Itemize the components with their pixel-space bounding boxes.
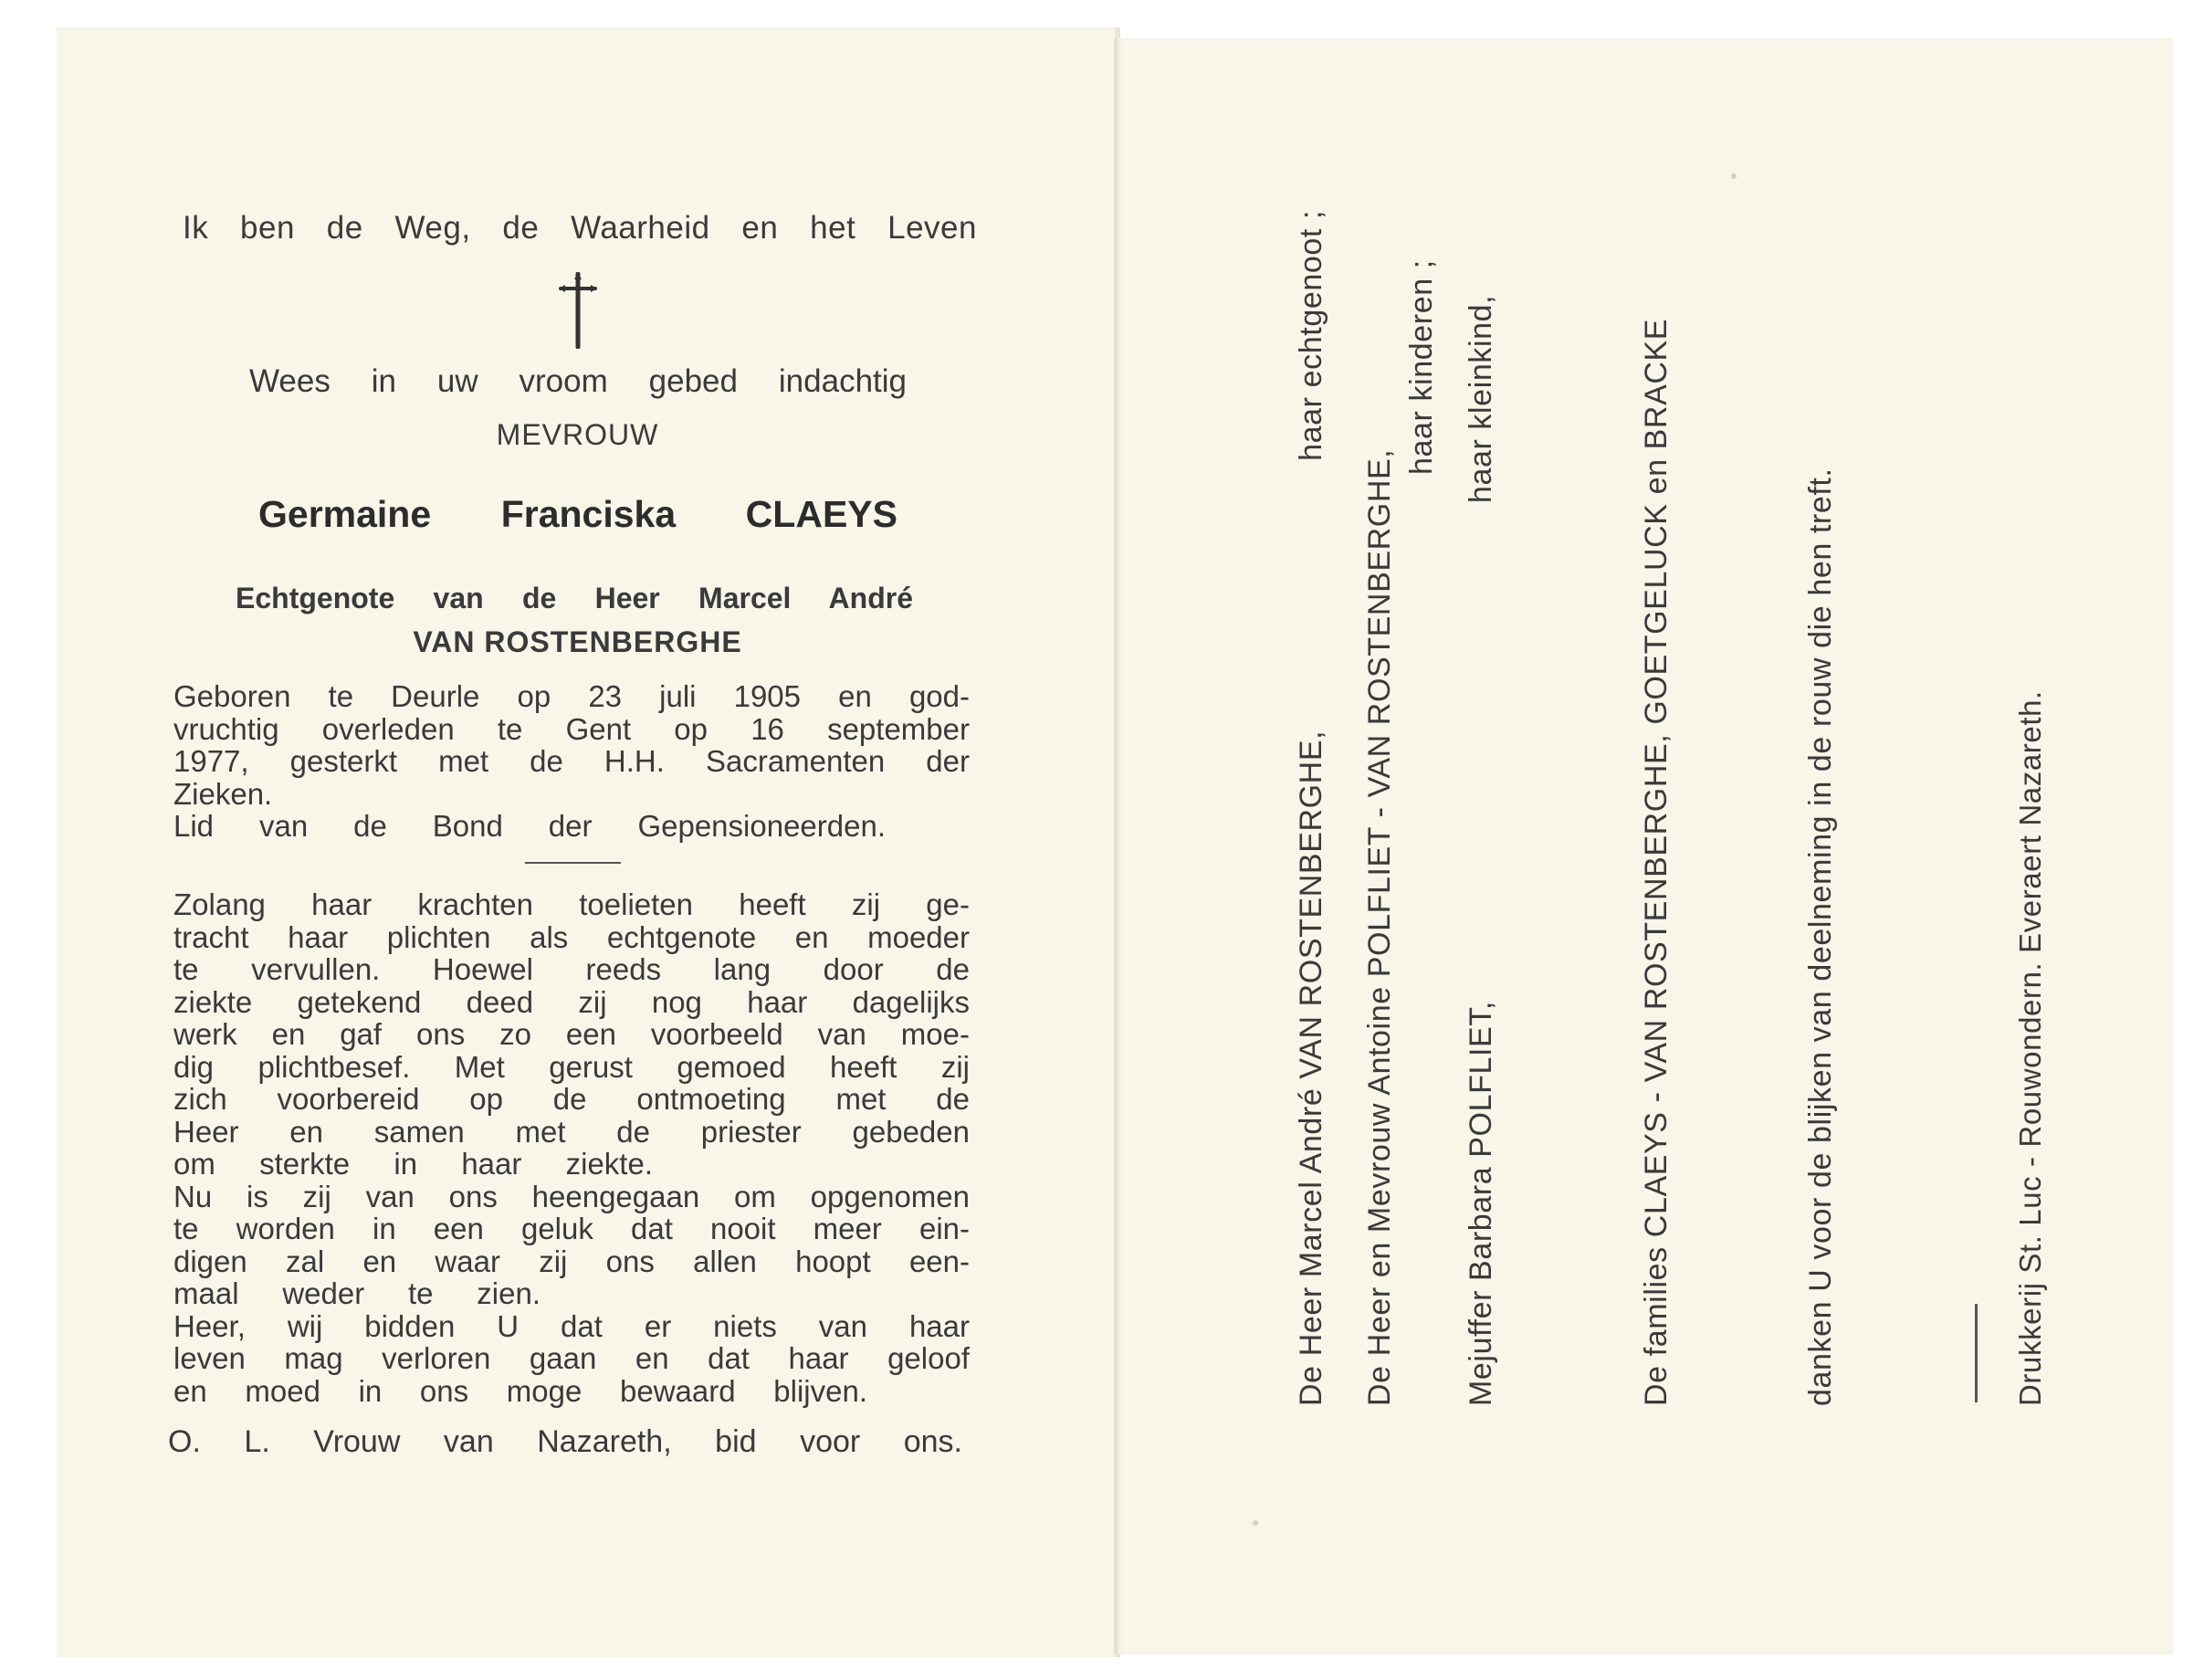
text-line: Lid van de Bond der Gepensioneerden.: [173, 809, 886, 843]
text-line: te worden in een geluk dat nooit meer ein-: [173, 1212, 970, 1245]
text-line: leven mag verloren gaan en dat haar geloof: [173, 1341, 970, 1375]
family-line-husband: [1294, 210, 1329, 1406]
text-line: Heer en samen met de priester gebeden: [173, 1114, 970, 1149]
family-line-children: [1362, 449, 1398, 1406]
text-line: Heer, wij bidden U dat er niets van haar: [173, 1308, 970, 1343]
memorial-paragraph: [173, 888, 970, 1407]
bible-motto: Ik ben de Weg, de Waarheid en het Leven: [183, 210, 977, 246]
children-names: De Heer en Mevrouw Antoine POLFLIET - VAN ROSTENBERGHE,: [1362, 448, 1397, 1406]
grandchild-name: Mejuffer Barbara POLFLIET,: [1464, 1001, 1498, 1406]
text-line: maal weder te zien.: [173, 1276, 541, 1310]
children-role: haar kinderen ;: [1404, 259, 1439, 475]
spouse-line-2: VAN ROSTENBERGHE: [413, 625, 742, 658]
prayer-line: Wees in uw vroom gebed indachtig: [249, 363, 907, 399]
text-line: Zolang haar krachten toelieten heeft zij ge-: [173, 887, 970, 921]
text-line: Zieken.: [173, 776, 273, 811]
text-line: zich voorbereid op de ontmoeting met de: [173, 1082, 970, 1116]
divider-line: [525, 862, 621, 864]
husband-name: De Heer Marcel André VAN ROSTENBERGHE,: [1294, 730, 1328, 1406]
printer-credit: Drukkerij St. Luc - Rouwondern. Everaert Nazareth.: [2013, 690, 2047, 1406]
grandchild-role: haar kleinkind,: [1464, 294, 1498, 504]
text-line: 1977, gesterkt met de H.H. Sacramenten der: [173, 744, 970, 778]
text-line: ziekte getekend deed zij nog haar dagelijks: [173, 984, 970, 1019]
paper-spot: [1253, 1520, 1258, 1526]
deceased-name: Germaine Franciska CLAEYS: [258, 493, 897, 535]
families-line: De families CLAEYS - VAN ROSTENBERGHE, GOETGELUCK en BRACKE: [1639, 318, 1674, 1406]
thanks-line: danken U voor de blijken van deelneming in de rouw die hen treft.: [1803, 467, 1838, 1406]
text-line: digen zal en waar zij ons allen hoopt een-: [173, 1244, 970, 1278]
text-line: vruchtig overleden te Gent op 16 september: [173, 711, 970, 746]
husband-role: haar echtgenoot ;: [1294, 209, 1328, 461]
birth-death-paragraph: [173, 680, 970, 843]
text-line: om sterkte in haar ziekte.: [173, 1147, 653, 1181]
text-line: en moed in ons moge bewaard blijven.: [173, 1373, 867, 1408]
text-line: tracht haar plichten als echtgenote en moeder: [173, 919, 970, 954]
paper-spot: [1731, 173, 1737, 179]
family-line-grandchild: [1464, 295, 1499, 1406]
card-fold: [1116, 27, 1118, 1657]
closing-invocation: O. L. Vrouw van Nazareth, bid voor ons.: [168, 1424, 962, 1459]
spouse-line-1: Echtgenote van de Heer Marcel André: [236, 582, 913, 614]
text-line: dig plichtbesef. Met gerust gemoed heeft zij: [173, 1049, 970, 1084]
text-line: Nu is zij van ons heengegaan om opgenomen: [173, 1179, 970, 1213]
text-line: werk en gaf ons zo een voorbeeld van moe-: [173, 1017, 970, 1051]
cross-icon: [557, 272, 599, 349]
text-line: te vervullen. Hoewel reeds lang door de: [173, 952, 970, 986]
divider-line: [1975, 1304, 1978, 1402]
title-mevrouw: MEVROUW: [496, 418, 659, 451]
text-line: Geboren te Deurle op 23 juli 1905 en god-: [173, 679, 970, 713]
